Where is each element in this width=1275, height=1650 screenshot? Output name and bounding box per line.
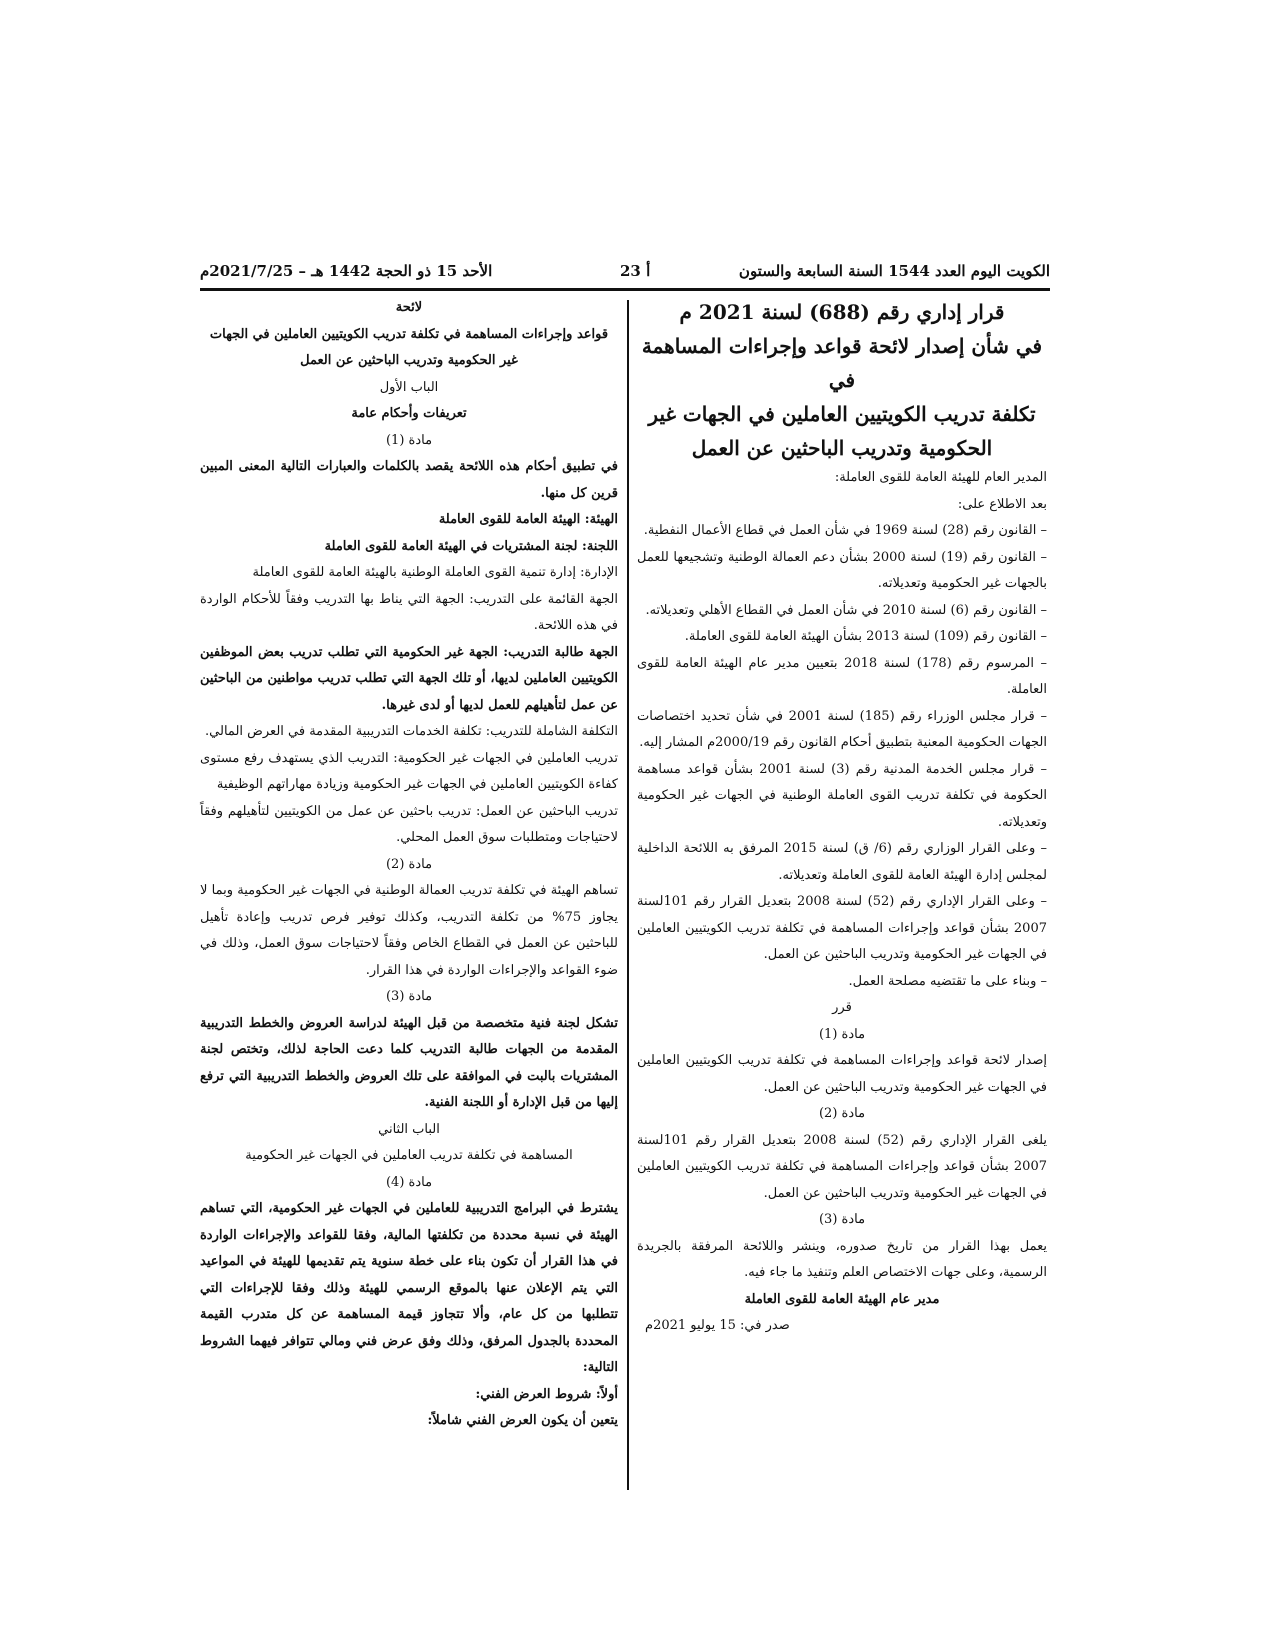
paragraph: – وبناء على ما تقتضيه مصلحة العمل.	[848, 973, 1047, 989]
column-divider	[627, 300, 629, 1490]
paragraph: المدير العام للهيئة العامة للقوى العاملة:	[834, 470, 1047, 485]
section-heading: مادة (2)	[818, 1106, 866, 1121]
paragraph: تشكل لجنة فنية متخصصة من قبل الهيئة لدراسة العروض والخطط التدريبية المقدمة من الجهات طالبة التدريب كلما دعت الحاجة لذلك، وتختص لجنة المشتريات بالبت في الموافقة على تلك العروض والخطط التدريبية التي ترفع إليها من قبل الإدارة أو اللجنة الفنية.	[200, 1015, 618, 1110]
paragraph: – وعلى القرار الإداري رقم (52) لسنة 2008 بتعديل القرار رقم 101لسنة 2007 بشأن قواعد وإجراءات المساهمة في تكلفة تدريب الكويتيين العاملين في الجهات غير الحكومية وتدريب الباحثين عن العمل.	[637, 894, 1047, 962]
page-header	[200, 258, 1050, 288]
section-heading: مادة (1)	[385, 432, 433, 448]
paragraph: الإدارة: إدارة تنمية القوى العاملة الوطنية بالهيئة العامة للقوى العاملة	[252, 565, 618, 580]
paragraph: الجهة طالبة التدريب: الجهة غير الحكومية التي تطلب تدريب بعض الموظفين الكويتيين العاملين لديها، أو تلك الجهة التي تطلب تدريب مواطنين من الباحثين عن عمل لتأهيلهم للعمل لديها أو لدى غيرها.	[200, 644, 618, 713]
paragraph: تدريب الباحثين عن العمل: تدريب باحثين عن عمل من الكويتيين لتأهيلهم وفقاً لاحتياجات ومتطلبات سوق العمل المحلي.	[200, 803, 618, 845]
paragraph: الجهة القائمة على التدريب: الجهة التي يناط بها التدريب وفقاً للأحكام الواردة في هذه اللائحة.	[200, 591, 618, 633]
header-date: الأحد 15 ذو الحجة 1442 هـ – 2021/7/25م	[200, 262, 493, 280]
header-rule	[200, 288, 1050, 291]
paragraph: يشترط في البرامج التدريبية للعاملين في الجهات غير الحكومية، التي تساهم الهيئة في نسبة محددة من تكلفتها المالية، وفقا للقواعد والإجراءات الواردة في هذا القرار أن تكون بناء على خطة سنوية يتم تقديمها للهيئة في المواعيد التي يتم الإعلان عنها بالموقع الرسمي للهيئة وذلك وفقا للإجراءات التي تتطلبها من كل عام، وألا تتجاوز قيمة المساهمة عن كل متدرب القيمة المحددة بالجدول المرفق، وذلك وفق عرض فني ومالي تتوافر فيهما الشروط التالية:	[200, 1201, 618, 1375]
paragraph: يعمل بهذا القرار من تاريخ صدوره، وينشر واللائحة المرفقة بالجريدة الرسمية، وعلى جهات الاختصاص العلم وتنفيذ ما جاء فيه.	[637, 1238, 1047, 1280]
section-heading: تعريفات وأحكام عامة	[351, 406, 467, 421]
paragraph: – قرار مجلس الخدمة المدنية رقم (3) لسنة 2001 بشأن قواعد مساهمة الحكومة في تكلفة تدريب القوى العاملة الوطنية في الجهات غير الحكومية وتعديلاته.	[637, 761, 1047, 830]
section-heading: قواعد وإجراءات المساهمة في تكلفة تدريب الكويتيين العاملين في الجهات غير الحكومية وتدريب الباحثين عن العمل	[209, 326, 609, 368]
decision-title-line: قرار إداري رقم (688) لسنة 2021 م	[679, 300, 1005, 324]
paragraph: التكلفة الشاملة للتدريب: تكلفة الخدمات التدريبية المقدمة في العرض المالي.	[205, 724, 618, 739]
paragraph: تدريب العاملين في الجهات غير الحكومية: التدريب الذي يستهدف رفع مستوى كفاءة الكويتيين العاملين في الجهات غير الحكومية وزيادة مهاراتهم الوظيفية	[200, 750, 618, 792]
paragraph: الهيئة: الهيئة العامة للقوى العاملة	[438, 512, 618, 527]
gazette-page	[200, 250, 1050, 1495]
decision-title	[637, 295, 1047, 465]
section-heading: الباب الأول	[379, 379, 439, 395]
paragraph: – قرار مجلس الوزراء رقم (185) لسنة 2001 في شأن تحديد اختصاصات الجهات الحكومية المعنية بتطبيق أحكام القانون رقم 2000/19م المشار إليه.	[637, 708, 1047, 750]
paragraph: اللجنة: لجنة المشتريات في الهيئة العامة للقوى العاملة	[324, 538, 618, 554]
paragraph: – وعلى القرار الوزاري رقم (6/ ق) لسنة 2015 المرفق به اللائحة الداخلية لمجلس إدارة الهيئة العامة للقوى العاملة وتعديلاته.	[637, 841, 1048, 883]
paragraph: أولاً: شروط العرض الفني:	[475, 1386, 618, 1402]
header-issue-info: الكويت اليوم العدد 1544 السنة السابعة والستون	[738, 262, 1050, 280]
paragraph: إصدار لائحة قواعد وإجراءات المساهمة في تكلفة تدريب الكويتيين العاملين في الجهات غير الحكومية وتدريب الباحثين عن العمل.	[637, 1053, 1047, 1095]
paragraph: في تطبيق أحكام هذه اللائحة يقصد بالكلمات والعبارات التالية المعنى المبين قرين كل منها.	[200, 459, 618, 501]
decision-title-line: الحكومية وتدريب الباحثين عن العمل	[691, 436, 993, 460]
section-heading: مادة (4)	[385, 1174, 433, 1190]
paragraph: – المرسوم رقم (178) لسنة 2018 بتعيين مدير عام الهيئة العامة للقوى العاملة.	[637, 655, 1048, 697]
section-heading: لائحة	[395, 300, 423, 315]
paragraph: – القانون رقم (19) لسنة 2000 بشأن دعم العمالة الوطنية وتشجيعها للعمل بالجهات غير الحكومية وتعديلاته.	[637, 549, 1048, 591]
decision-title-line: في شأن إصدار لائحة قواعد وإجراءات المساهمة في	[641, 334, 1043, 392]
issue-date: صدر في: 15 يوليو 2021م	[645, 1318, 790, 1333]
paragraph: يتعين أن يكون العرض الفني شاملاً:	[427, 1413, 618, 1428]
section-heading: قرر	[832, 1000, 852, 1015]
section-heading: مادة (3)	[385, 989, 433, 1004]
decision-title-line: تكلفة تدريب الكويتيين العاملين في الجهات غير	[648, 402, 1036, 426]
right-column	[637, 295, 1047, 1340]
paragraph: يلغى القرار الإداري رقم (52) لسنة 2008 بتعديل القرار رقم 101لسنة 2007 بشأن قواعد وإجراءات المساهمة في تكلفة تدريب الكويتيين العاملين في الجهات غير الحكومية وتدريب الباحثين عن العمل.	[637, 1132, 1047, 1201]
signature: مدير عام الهيئة العامة للقوى العاملة	[744, 1291, 940, 1307]
section-heading: المساهمة في تكلفة تدريب العاملين في الجهات غير الحكومية	[245, 1148, 573, 1163]
left-column	[200, 295, 618, 1435]
header-page-number: أ 23	[620, 262, 651, 280]
section-heading: مادة (3)	[818, 1212, 866, 1227]
paragraph: – القانون رقم (109) لسنة 2013 بشأن الهيئة العامة للقوى العاملة.	[684, 629, 1047, 644]
paragraph: – القانون رقم (28) لسنة 1969 في شأن العمل في قطاع الأعمال النفطية.	[643, 523, 1047, 538]
decision-body	[637, 465, 1047, 1287]
paragraph: تساهم الهيئة في تكلفة تدريب العمالة الوطنية في الجهات غير الحكومية وبما لا يجاوز 75% من تكلفة التدريب، وكذلك توفير فرص تدريب وإعادة تأهيل للباحثين عن العمل في القطاع الخاص وفقاً لاحتياجات سوق العمل، وذلك في ضوء القواعد والإجراءات الواردة في هذا القرار.	[200, 883, 618, 978]
paragraph: – القانون رقم (6) لسنة 2010 في شأن العمل في القطاع الأهلي وتعديلاته.	[645, 602, 1047, 618]
regulation-body	[200, 295, 618, 1435]
section-heading: مادة (1)	[818, 1026, 866, 1042]
paragraph: بعد الاطلاع على:	[957, 496, 1047, 512]
section-heading: مادة (2)	[385, 856, 433, 872]
section-heading: الباب الثاني	[378, 1121, 440, 1137]
